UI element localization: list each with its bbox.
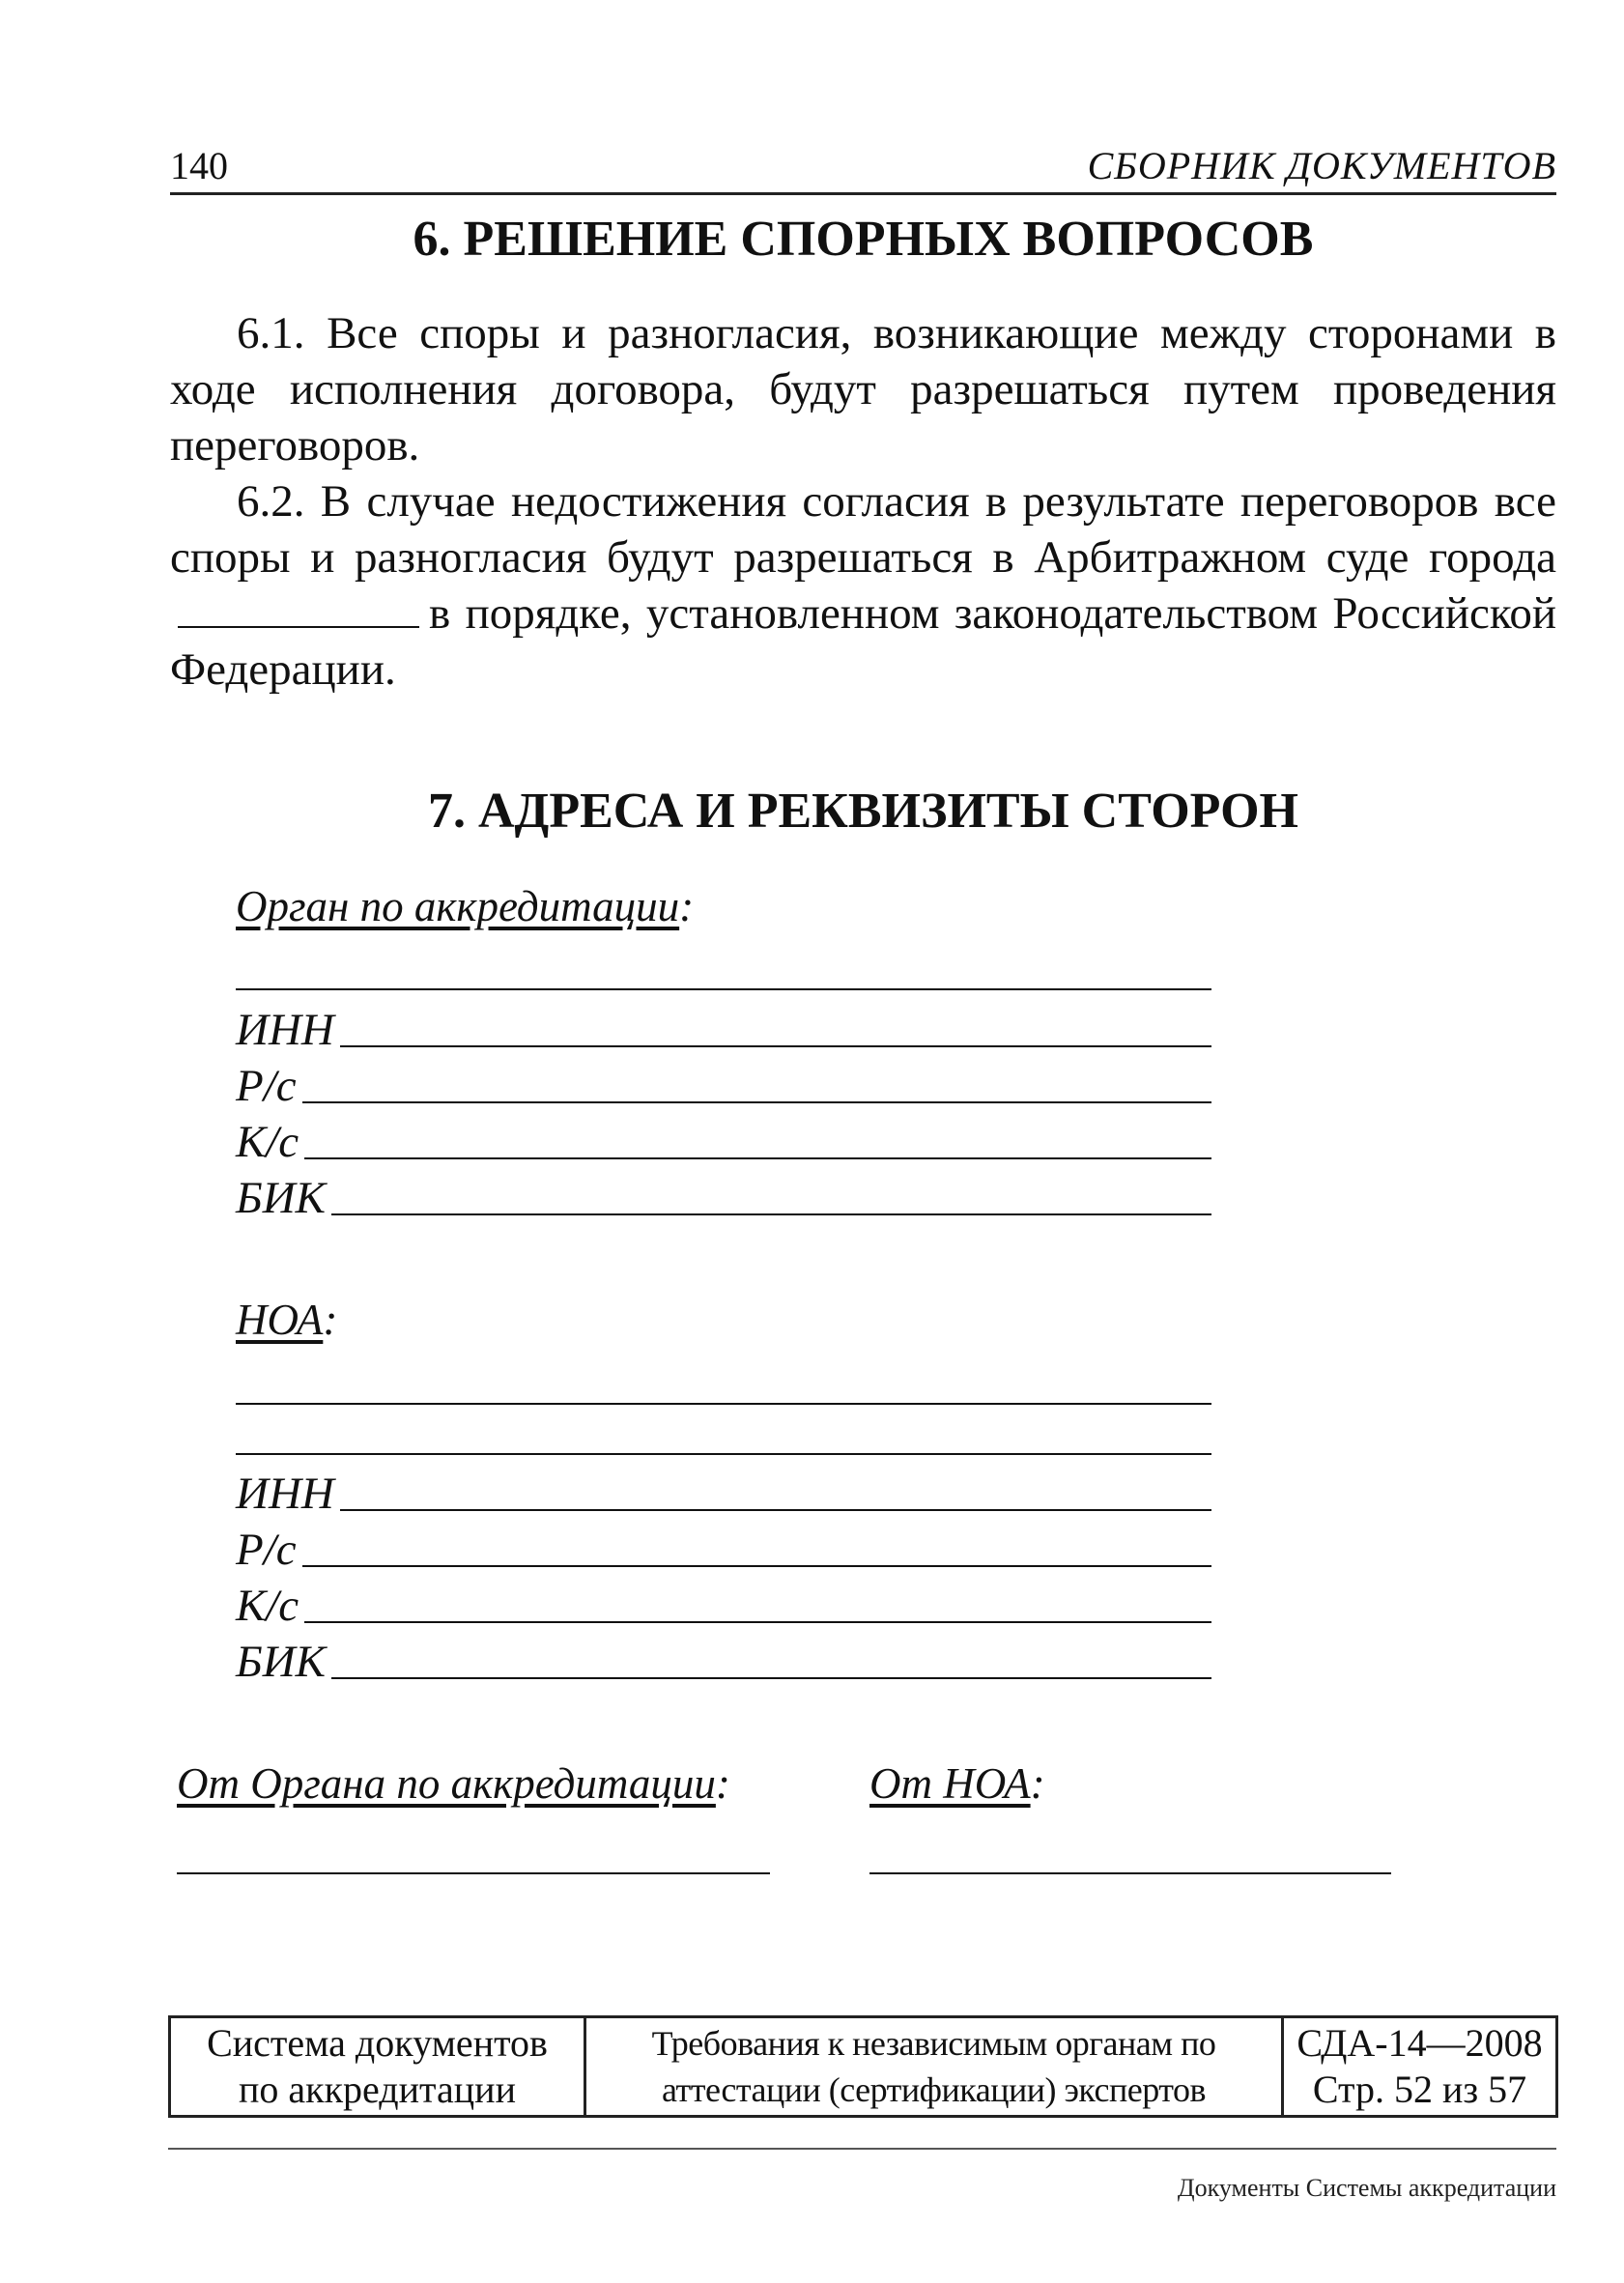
signature-right-line[interactable] [869,1872,1391,1874]
party-1-name-line[interactable] [236,988,1211,990]
party-2-ks-line[interactable] [304,1621,1211,1623]
header-rule [170,192,1556,195]
party-2-ks-row [236,1577,1211,1631]
signature-right-label: От НОА [869,1759,1031,1808]
party-2-inn-line[interactable] [340,1509,1211,1511]
footer-system-cell [170,2017,585,2117]
party-2-name-line-2[interactable] [236,1453,1211,1455]
footer-requirements-line-2: аттестации (сертификации) экспертов [661,2070,1207,2109]
city-blank-field[interactable] [178,587,419,628]
party-1-ks-line[interactable] [304,1157,1211,1159]
section-6-body [170,305,1556,698]
footer-system-line-2: по аккредитации [239,2068,516,2111]
footer-doc-code: СДА-14—2008 [1296,2021,1543,2065]
party-2-bik-label: БИК [236,1637,326,1687]
signature-left-label: От Органа по аккредитации [177,1759,716,1808]
party-1-rs-label: Р/с [236,1061,297,1111]
footer-requirements-cell [585,2017,1283,2117]
party-2-inn-row [236,1465,1211,1519]
party-2-label: НОА [236,1296,324,1344]
footer-code-cell [1283,2017,1557,2117]
page-number: 140 [170,144,228,187]
party-1-ks-label: К/с [236,1117,299,1167]
party-2-rs-line[interactable] [302,1565,1211,1567]
party-2-ks-label: К/с [236,1581,299,1631]
party-2-name-line-1[interactable] [236,1403,1211,1405]
party-1-bik-row [236,1169,1211,1223]
party-1-ks-row [236,1113,1211,1167]
paragraph-6-2-end: в порядке, установленном законодательством Российской Федерации. [170,588,1556,695]
footer-page-count: Стр. 52 из 57 [1312,2068,1527,2111]
paragraph-6-1: 6.1. Все споры и разногласия, возникающие между сторонами в ходе исполнения договора, будут разрешаться путем проведения переговоров. [170,308,1556,471]
party-1-inn-label: ИНН [236,1005,334,1055]
party-2-bik-row [236,1633,1211,1687]
footer-system-line-1: Система документов [207,2021,548,2065]
party-1-inn-line[interactable] [340,1045,1211,1047]
signature-left-line[interactable] [177,1872,770,1874]
party-2-rs-label: Р/с [236,1525,297,1575]
party-1-inn-row [236,1001,1211,1055]
signature-left-heading: От Органа по аккредитации: [177,1759,730,1808]
party-1-rs-row [236,1057,1211,1111]
party-1-label: Орган по аккредитации [236,882,680,930]
section-7-heading: 7. АДРЕСА И РЕКВИЗИТЫ СТОРОН [427,784,1298,839]
party-1-heading: Орган по аккредитации: [236,882,695,930]
party-1-bik-line[interactable] [331,1213,1211,1215]
bottom-rule [168,2148,1556,2150]
section-6-heading: 6. РЕШЕНИЕ СПОРНЫХ ВОПРОСОВ [413,212,1314,267]
party-1-rs-line[interactable] [302,1101,1211,1103]
footer-requirements-line-1: Требования к независимым органам по [651,2024,1216,2063]
document-footer-table [168,2015,1558,2118]
party-2-bik-line[interactable] [331,1677,1211,1679]
paragraph-6-2-start: 6.2. В случае недостижения согласия в результате переговоров все споры и разногласия будут разрешаться в Арбитражном суде города [170,476,1556,583]
party-2-heading: НОА: [236,1296,338,1344]
footer-table-row [170,2017,1557,2117]
party-1-bik-label: БИК [236,1173,326,1223]
paragraph-6-2 [170,473,1556,698]
signature-right-heading: От НОА: [869,1759,1045,1808]
bottom-caption: Документы Системы аккредитации [1177,2174,1556,2202]
party-2-inn-label: ИНН [236,1469,334,1519]
party-2-rs-row [236,1521,1211,1575]
running-title: СБОРНИК ДОКУМЕНТОВ [1087,144,1556,187]
